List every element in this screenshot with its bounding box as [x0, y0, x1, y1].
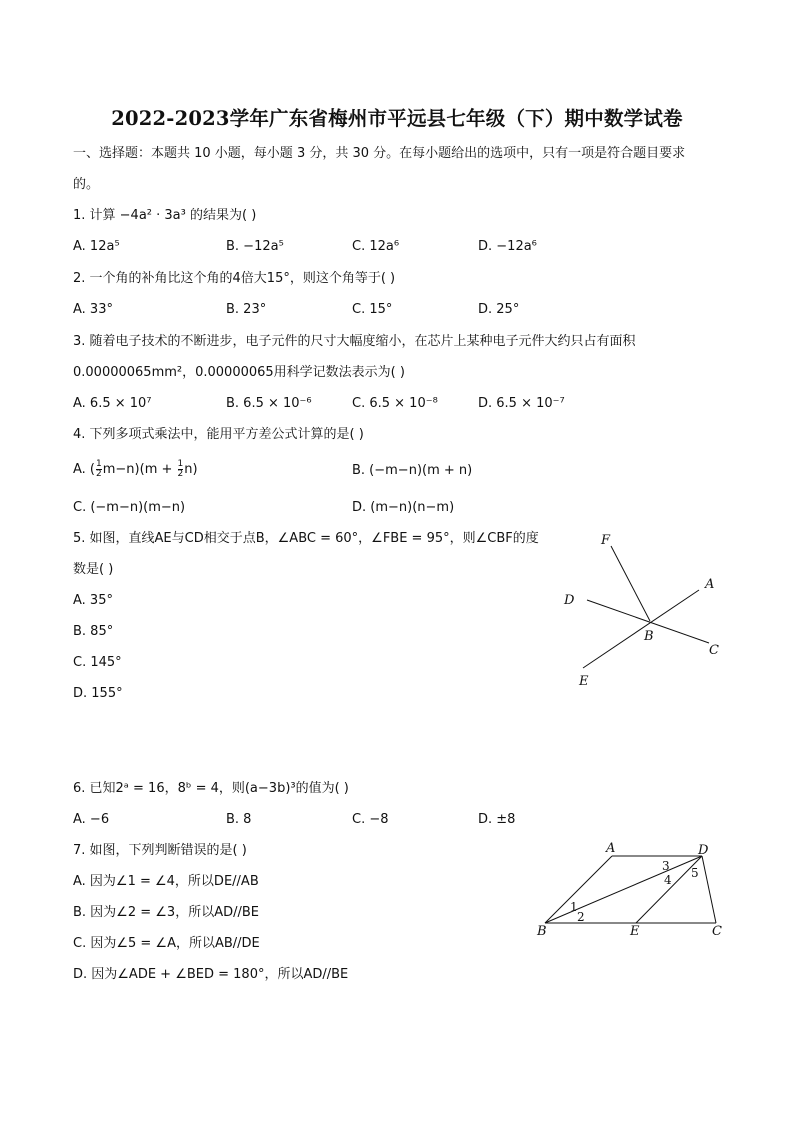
- angle-label-4: 4: [664, 873, 672, 887]
- label-a: A: [705, 577, 715, 592]
- label-c: C: [712, 924, 722, 939]
- q2-option-a: A. 33°: [73, 302, 113, 317]
- label-d: D: [698, 843, 709, 858]
- label-b: B: [537, 924, 547, 939]
- label-d: D: [564, 593, 575, 608]
- q4-option-a-fraction-2: [178, 460, 184, 479]
- line-ae: [583, 590, 699, 668]
- section-instructions-line-2: 的。: [73, 177, 100, 192]
- q2-stem: 2. 一个角的补角比这个角的4倍大15°，则这个角等于( ): [73, 271, 396, 286]
- label-e: E: [579, 674, 589, 689]
- q1-option-a: A. 12a⁵: [73, 239, 120, 254]
- q3-option-b: B. 6.5 × 10⁻⁶: [226, 396, 312, 411]
- q5-option-a: A. 35°: [73, 593, 113, 608]
- q5-figure-intersecting-lines: [555, 528, 735, 693]
- fraction-numerator: 1: [177, 459, 184, 469]
- q2-option-c: C. 15°: [352, 302, 393, 317]
- q4-option-c: C. (−m−n)(m−n): [73, 500, 186, 515]
- q3-stem-line-1: 3. 随着电子技术的不断进步，电子元件的尺寸大幅度缩小，在芯片上某种电子元件大约只占有面积: [73, 334, 636, 349]
- fraction-numerator: 1: [96, 459, 102, 469]
- label-e: E: [630, 924, 640, 939]
- q3-option-d: D. 6.5 × 10⁻⁷: [478, 396, 565, 411]
- angle-label-5: 5: [691, 866, 699, 880]
- exam-title: 2022-2023学年广东省梅州市平远县七年级（下）期中数学试卷: [111, 107, 683, 130]
- q4-stem: 4. 下列多项式乘法中，能用平方差公式计算的是( ): [73, 427, 364, 442]
- q2-option-d: D. 25°: [478, 302, 520, 317]
- q7-stem: 7. 如图，下列判断错误的是( ): [73, 843, 247, 858]
- angle-label-3: 3: [662, 859, 670, 873]
- q6-option-d: D. ±8: [478, 812, 516, 827]
- segment-dc: [702, 856, 716, 923]
- q3-option-a: A. 6.5 × 10⁷: [73, 396, 152, 411]
- q5-option-d: D. 155°: [73, 686, 123, 701]
- q7-option-a: A. 因为∠1 = ∠4，所以DE//AB: [73, 874, 259, 889]
- q3-stem-line-2: 0.00000065mm²，0.00000065用科学记数法表示为( ): [73, 365, 405, 380]
- q6-option-a: A. −6: [73, 812, 110, 827]
- line-bf: [611, 546, 650, 621]
- q4-option-a-prefix: A. (: [73, 462, 96, 477]
- q6-option-b: B. 8: [226, 812, 252, 827]
- section-instructions-line-1: 一、选择题：本题共 10 小题，每小题 3 分，共 30 分。在每小题给出的选项中，只有一项是符合题目要求: [73, 146, 686, 161]
- q1-option-d: D. −12a⁶: [478, 239, 537, 254]
- angle-label-1: 1: [570, 900, 578, 914]
- q4-option-b: B. (−m−n)(m + n): [352, 463, 473, 478]
- q7-figure-trapezoid: [530, 838, 730, 943]
- q5-option-c: C. 145°: [73, 655, 122, 670]
- q4-option-a-middle: m−n)(m +: [102, 462, 177, 477]
- label-b: B: [644, 629, 654, 644]
- q6-stem: 6. 已知2ᵃ = 16，8ᵇ = 4，则(a−3b)³的值为( ): [73, 781, 349, 796]
- q3-option-c: C. 6.5 × 10⁻⁸: [352, 396, 438, 411]
- q5-stem-line-1: 5. 如图，直线AE与CD相交于点B，∠ABC = 60°，∠FBE = 95°，则∠CBF的度: [73, 531, 539, 546]
- q7-option-d: D. 因为∠ADE + ∠BED = 180°，所以AD//BE: [73, 967, 349, 982]
- q1-stem: 1. 计算 −4a² · 3a³ 的结果为( ): [73, 208, 257, 223]
- q2-option-b: B. 23°: [226, 302, 267, 317]
- fraction-denominator: 2: [96, 469, 102, 479]
- q4-option-a-fraction-1: [96, 460, 102, 479]
- q7-option-b: B. 因为∠2 = ∠3，所以AD//BE: [73, 905, 259, 920]
- label-a: A: [606, 841, 616, 856]
- segment-bd: [545, 856, 702, 923]
- angle-label-2: 2: [577, 910, 585, 924]
- fraction-denominator: 2: [177, 469, 184, 479]
- q5-option-b: B. 85°: [73, 624, 114, 639]
- q7-option-c: C. 因为∠5 = ∠A，所以AB//DE: [73, 936, 260, 951]
- label-f: F: [601, 533, 611, 548]
- q1-option-c: C. 12a⁶: [352, 239, 400, 254]
- q4-option-a: [73, 460, 198, 479]
- q1-option-b: B. −12a⁵: [226, 239, 284, 254]
- q4-option-a-suffix: n): [184, 462, 198, 477]
- label-c: C: [709, 643, 719, 658]
- q5-stem-line-2: 数是( ): [73, 562, 114, 577]
- q4-option-d: D. (m−n)(n−m): [352, 500, 455, 515]
- q6-option-c: C. −8: [352, 812, 389, 827]
